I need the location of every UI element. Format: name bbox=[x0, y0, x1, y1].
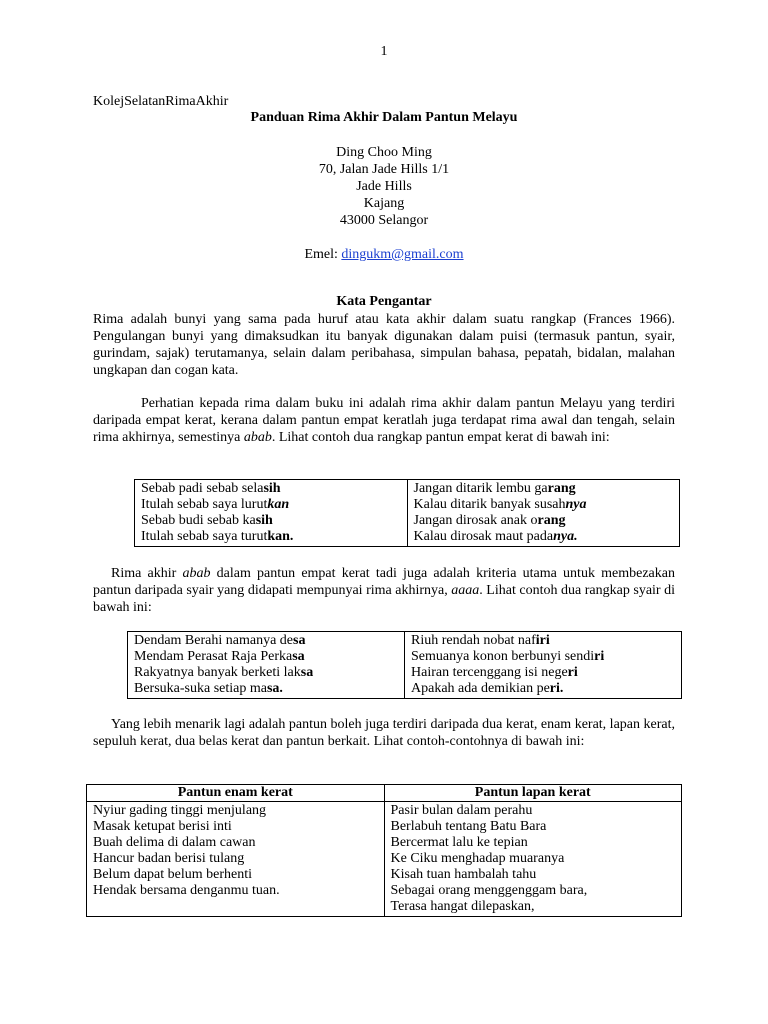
author-address-line: Jade Hills bbox=[356, 179, 412, 194]
verse-text: Itulah sebab saya lurut bbox=[141, 497, 268, 512]
table-row bbox=[87, 883, 682, 899]
email-line bbox=[0, 246, 768, 263]
table-row bbox=[128, 632, 682, 650]
author-address-line: 43000 Selangor bbox=[339, 213, 429, 228]
verse-cell bbox=[135, 513, 408, 529]
verse-cell bbox=[135, 529, 408, 547]
verse-text: Jangan ditarik lembu ga bbox=[413, 481, 548, 496]
verse-cell bbox=[405, 649, 682, 665]
verse-cell bbox=[405, 632, 682, 650]
table-row bbox=[128, 665, 682, 681]
rhyme-ending: nya bbox=[565, 497, 587, 512]
table-row bbox=[87, 867, 682, 883]
author-address-line: 70, Jalan Jade Hills 1/1 bbox=[318, 162, 450, 177]
verse-cell bbox=[407, 513, 680, 529]
verse-cell bbox=[405, 681, 682, 699]
verse-cell: Pasir bulan dalam perahu bbox=[384, 802, 682, 820]
table-row bbox=[128, 649, 682, 665]
verse-cell bbox=[135, 480, 408, 498]
verse-cell bbox=[407, 497, 680, 513]
verse-cell: Belum dapat belum berhenti bbox=[87, 867, 385, 883]
table-row bbox=[87, 851, 682, 867]
table-row bbox=[135, 480, 680, 498]
rhyme-ending: ri. bbox=[549, 681, 564, 696]
table-row bbox=[87, 802, 682, 820]
paragraph-rima: Perhatian kepada rima dalam buku ini adalah rima akhir dalam pantun Melayu yang terdiri daripada empat kerat, kerana dalam pantun empat keratlah juga terdapat rima awal dan tengah, selain rima akhirnya, semestinya abab. Lihat contoh dua rangkap pantun empat kerat di bawah ini: bbox=[93, 396, 675, 445]
verse-cell: Masak ketupat berisi inti bbox=[87, 819, 385, 835]
rhyme-ending: sa bbox=[300, 665, 314, 680]
verse-text: Mendam Perasat Raja Perka bbox=[134, 649, 293, 664]
verse-text: Dendam Berahi namanya de bbox=[134, 633, 293, 648]
verse-cell: Berlabuh tentang Batu Bara bbox=[384, 819, 682, 835]
rhyme-ending: rang bbox=[537, 513, 566, 528]
verse-cell: Bercermat lalu ke tepian bbox=[384, 835, 682, 851]
rhyme-ending: ri bbox=[567, 665, 578, 680]
verse-cell: Sebagai orang menggenggam bara, bbox=[384, 883, 682, 899]
verse-cell bbox=[407, 480, 680, 498]
pantun-table-2 bbox=[86, 784, 682, 917]
verse-cell bbox=[128, 649, 405, 665]
author-name: Ding Choo Ming bbox=[336, 145, 432, 160]
page-number: 1 bbox=[380, 44, 388, 59]
pantun-table-1 bbox=[134, 479, 680, 547]
verse-text: Kalau ditarik banyak susah bbox=[413, 497, 566, 512]
verse-text: Apakah ada demikian pe bbox=[411, 681, 550, 696]
emphasis-aaaa: aaaa bbox=[451, 583, 480, 598]
table-row bbox=[135, 529, 680, 547]
verse-text: Jangan dirosak anak o bbox=[413, 513, 538, 528]
emphasis-abab: abab bbox=[182, 566, 211, 581]
verse-cell: Buah delima di dalam cawan bbox=[87, 835, 385, 851]
verse-cell: Hendak bersama denganmu tuan. bbox=[87, 883, 385, 899]
table-row bbox=[87, 835, 682, 851]
verse-cell: Terasa hangat dilepaskan, bbox=[384, 899, 682, 917]
rhyme-ending: ri bbox=[594, 649, 605, 664]
rhyme-ending: sa bbox=[293, 633, 306, 648]
table-row bbox=[87, 899, 682, 917]
rhyme-ending: kan. bbox=[267, 529, 294, 544]
emphasis-abab: abab bbox=[243, 430, 272, 445]
section-title: Kata Pengantar bbox=[336, 294, 432, 309]
rhyme-ending: rang bbox=[547, 481, 576, 496]
verse-cell bbox=[407, 529, 680, 547]
author-block bbox=[0, 144, 768, 263]
rhyme-ending: iri bbox=[535, 633, 550, 648]
verse-cell: Kisah tuan hambalah tahu bbox=[384, 867, 682, 883]
rhyme-ending: sih bbox=[255, 513, 273, 528]
table-row bbox=[135, 513, 680, 529]
verse-text: Sebab budi sebab ka bbox=[141, 513, 256, 528]
verse-text: Semuanya konon berbunyi sendi bbox=[411, 649, 595, 664]
verse-text: Sebab padi sebab sela bbox=[141, 481, 264, 496]
rhyme-ending: nya. bbox=[553, 529, 578, 544]
verse-cell: Hancur badan berisi tulang bbox=[87, 851, 385, 867]
verse-text: Itulah sebab saya turut bbox=[141, 529, 268, 544]
verse-cell bbox=[128, 632, 405, 650]
verse-cell bbox=[128, 665, 405, 681]
email-link[interactable]: dingukm@gmail.com bbox=[341, 247, 464, 262]
document-title: Panduan Rima Akhir Dalam Pantun Melayu bbox=[250, 110, 518, 125]
table-header: Pantun lapan kerat bbox=[384, 785, 682, 802]
header-label: KolejSelatanRimaAkhir bbox=[93, 94, 229, 109]
table-row bbox=[135, 497, 680, 513]
rhyme-ending: kan bbox=[267, 497, 290, 512]
rhyme-ending: sa. bbox=[266, 681, 283, 696]
table-header: Pantun enam kerat bbox=[87, 785, 385, 802]
author-address-line: Kajang bbox=[363, 196, 405, 211]
rhyme-ending: sa bbox=[292, 649, 305, 664]
paragraph-more: Yang lebih menarik lagi adalah pantun boleh juga terdiri daripada dua kerat, enam kerat, lapan kerat, sepuluh kerat, dua belas kerat dan pantun berkait. Lihat contoh-contohnya di bawah ini: bbox=[93, 717, 675, 749]
verse-text: Rakyatnya banyak berketi lak bbox=[134, 665, 301, 680]
paragraph-syair: Rima akhir abab dalam pantun empat kerat tadi juga adalah kriteria utama untuk membezakan pantun daripada syair yang didapati mempunyai rima akhirnya, aaaa. Lihat contoh dua rangkap syair di bawah ini: bbox=[93, 566, 675, 615]
verse-cell bbox=[405, 665, 682, 681]
verse-cell bbox=[135, 497, 408, 513]
verse-text: Riuh rendah nobat naf bbox=[411, 633, 536, 648]
email-label: Emel: bbox=[304, 247, 342, 262]
verse-cell bbox=[128, 681, 405, 699]
rhyme-ending: sih bbox=[263, 481, 281, 496]
verse-text: Kalau dirosak maut pada bbox=[413, 529, 554, 544]
verse-text: Bersuka-suka setiap ma bbox=[134, 681, 267, 696]
verse-text: Hairan tercenggang isi nege bbox=[411, 665, 568, 680]
verse-cell bbox=[87, 899, 385, 917]
table-row bbox=[87, 819, 682, 835]
verse-cell: Ke Ciku menghadap muaranya bbox=[384, 851, 682, 867]
paragraph-intro: Rima adalah bunyi yang sama pada huruf atau kata akhir dalam suatu rangkap (Frances 1966). Pengulangan bunyi yang dimaksudkan itu banyak digunakan dalam puisi (termasuk pantun, syair, gurindam, sajak) terutamanya, selain dalam peribahasa, simpulan bahasa, pepatah, bidalan, malahan ungkapan dan cogan kata. bbox=[93, 312, 675, 378]
syair-table bbox=[127, 631, 682, 699]
verse-cell: Nyiur gading tinggi menjulang bbox=[87, 802, 385, 820]
table-row bbox=[128, 681, 682, 699]
